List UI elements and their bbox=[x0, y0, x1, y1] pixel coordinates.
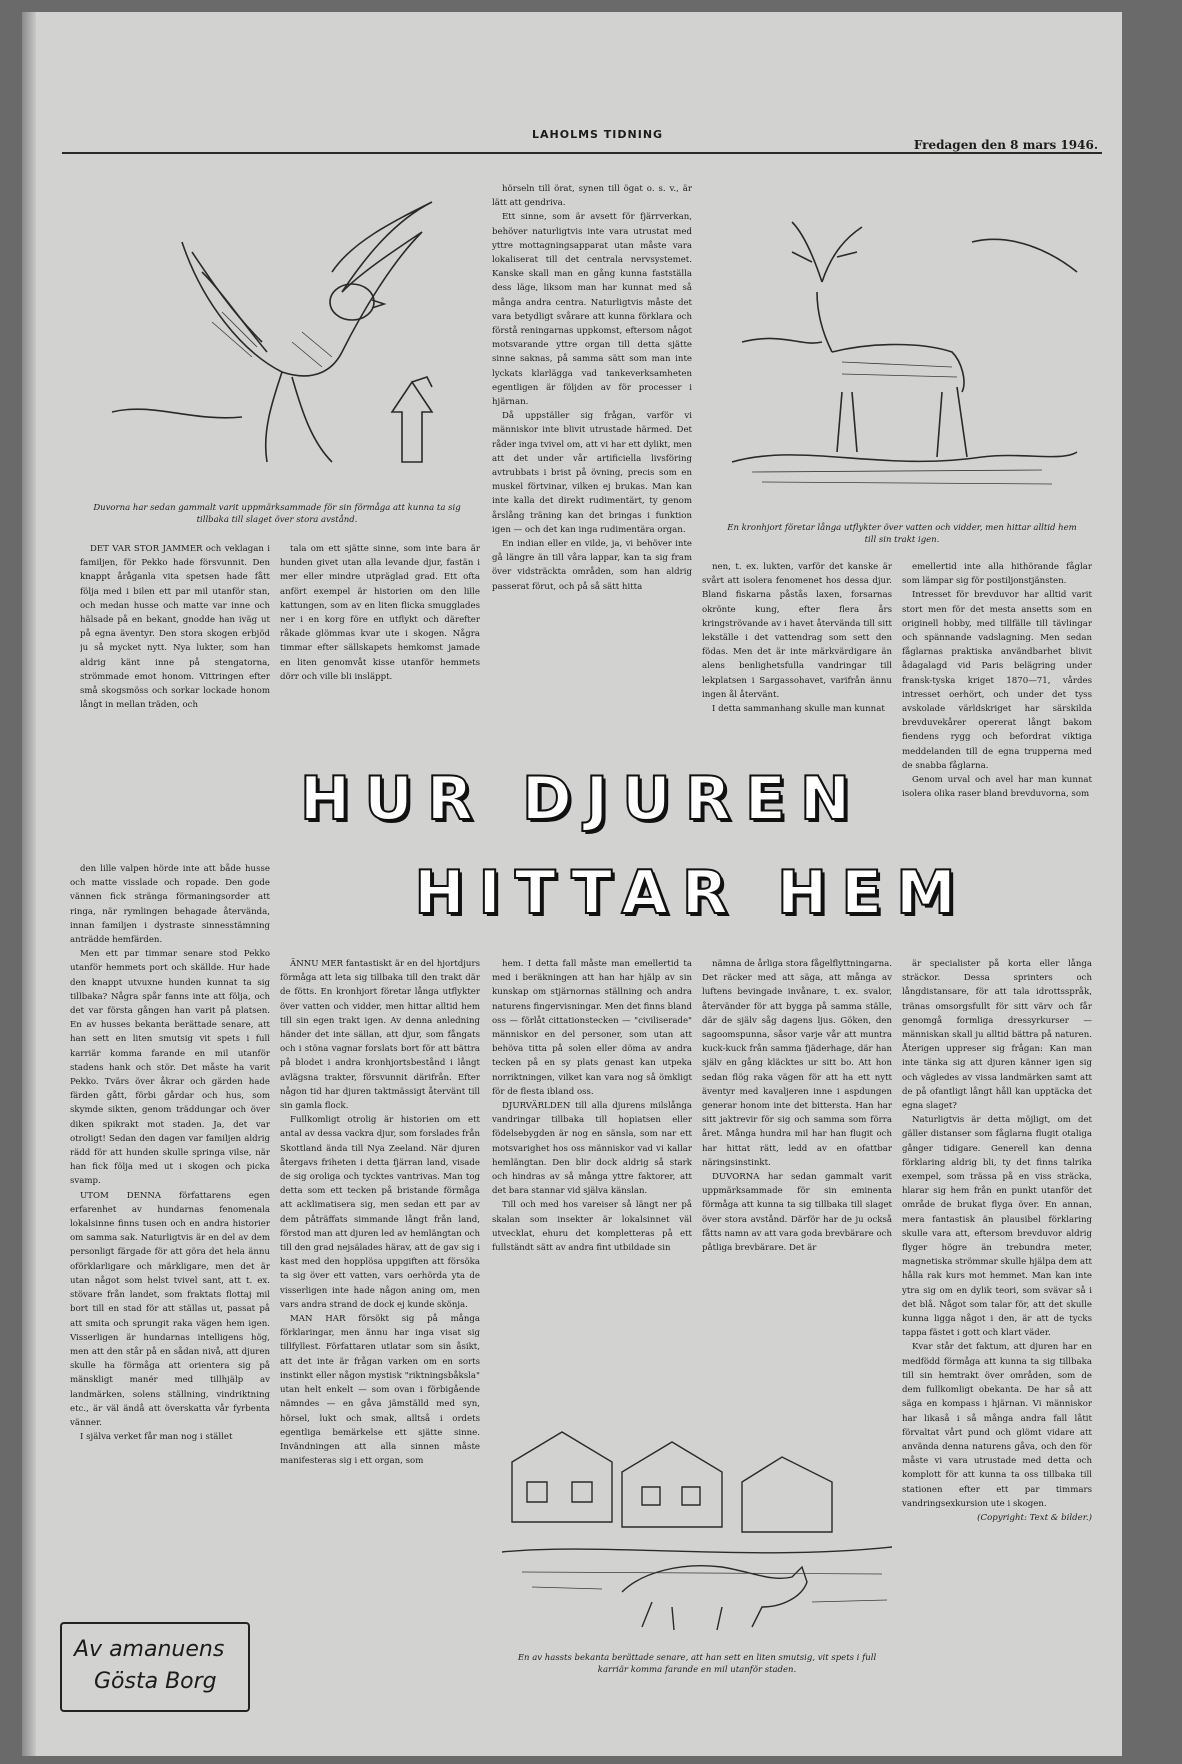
paragraph: nämna de årliga stora fågelflyttningarna. Det räcker med att säga, att många av luftens bevingade invånare, t. ex. svalor, återvänder för att bygga på samma ställe, där de själv såg dagens ljus. Göken, den sagoomspunna, såsor varje vår att muntra kuck-kuck från samma fjäderhage, där han själv en gång kläcktes ur sitt bo. Att hon sedan flög raka vägen för att ha ett nytt äventyr med kavaljeren inne i aspdungen generar honom inte det bittersta. Han har sitt jaktrevir för sig och samma som förra året. Många hundra mil har han flugit och har hittat rätt, ledd av en ofattbar näringsinstinkt. bbox=[702, 959, 892, 1168]
paragraph: hörseln till örat, synen till ögat o. s. v., är lätt att gendriva. bbox=[492, 184, 692, 209]
paragraph: Genom urval och avel har man kunnat isolera olika raser bland brevduvorna, som bbox=[902, 775, 1092, 800]
byline-box bbox=[60, 1622, 250, 1712]
paragraph: En indian eller en vilde, ja, vi behöver inte gå längre än till våra lappar, kan ta sig fram över vidsträckta områden, som han aldrig passerat förut, och på så sätt hitta bbox=[492, 539, 692, 592]
dog-illustration bbox=[502, 1402, 892, 1642]
paragraph: DJURVÄRLDEN till alla djurens milslånga vandringar tillbaka till hopiatsen eller födelsebygden är nog en sänsla, som nar ett motsvarighet hos oss människor vad vi kallar hemlängtan. Den blir dock aldrig så stark och hindras av så många yttre faktorer, att det bara stannar vid själva känslan. bbox=[492, 1101, 692, 1197]
masthead bbox=[62, 120, 1102, 154]
dove-illustration bbox=[92, 182, 472, 482]
article-column-lower-2 bbox=[280, 957, 480, 1737]
page-spine-shadow bbox=[22, 12, 36, 1756]
dove-drawing bbox=[92, 182, 472, 482]
paragraph: Till och med hos vareiser så längt ner på skalan som insekter är lokalsinnet väl utvecklat, ehuru det kompletteras på ett fullständt sätt av andra fint utbildade sin bbox=[492, 1200, 692, 1254]
copyright-note: (Copyright: Text & bilder.) bbox=[977, 1512, 1092, 1523]
paragraph: UTOM DENNA författarens egen erfarenhet av hundarnas fenomenala lokalsinne finns tusen och en andra historier om samma sak. Naturligtvis är en del av dem personligt färgade för att göra det hela ännu oförklarligare och märkligare, men det är utan något som helst tvivel sant, att t. ex. stövare från landet, som fraktats flottaj mil bort till en stad för att ställas ut, passat på att smita och sprungit raka vägen hem igen. Visserligen är hundarnas intelligens hög, men att den står på en sådan nivå, att djuren skulle ha förmåga att orientera sig på mänskligt manér med tillhjälp av landmärken, solens ställning, vindriktning etc., är väl ändå att överskatta vår fyrbenta vänner. bbox=[70, 1190, 270, 1428]
paper-name: LAHOLMS TIDNING bbox=[532, 128, 664, 141]
paragraph: Intresset för brevduvor har alltid varit stort men för det mesta ansetts som en originell hobby, med tillfälle till tävlingar och spännande vadslagning. Men sedan fåglarnas praktiska användbarhet blivit ådagalagd vid Paris belägring under fransk-tyska kriget 1870—71, vårdes intresset oerhört, och under det tyss avskolade världskriget har särskilda brevduvekårer opererat långt bakom fiendens rygg och befordrat viktiga meddelanden till de egna trupperna med de snabba fåglarna. bbox=[902, 590, 1092, 771]
paragraph: Men ett par timmar senare stod Pekko utanför hemmets port och skällde. Hur hade den knappt utvuxne hunden kunnat ta sig tillbaka? Några spår fanns inte att följa, och det var första gången han varit på platsen. En av husses bekanta berättade senare, att han sett en liten smutsig vit spets i full karriär komma farande en mil utanför stadens hank och stör. Det måste ha varit Pekko. Tvärs över åkrar och gärden hade färden gått, förbi gårdar och hus, som skymde sikten, genom träddungar och över diken spikrakt mot staden. Ja, det var otroligt! Sedan den dagen var familjen aldrig rädd för att hunden skulle springa vilse, när han fick följa med ut i skogen och picka svamp. bbox=[70, 949, 270, 1187]
paragraph: Då uppställer sig frågan, varför vi människor inte blivit utrustade härmed. Det råder inga tvivel om, att vi har ett dylikt, men att det under vår artificiella livsföring avtrubbats i brist på övning, precis som en muskel förtvinar, vilken ej brukas. Man kan inte kalla det direkt rudimentärt, ty genom årslång träning kan det bringas i funktion igen — och det kan inga rudimentära organ. bbox=[492, 411, 692, 535]
paragraph: nen, t. ex. lukten, varför det kanske är svårt att isolera fenomenet hos dessa djur. Bland fiskarna påstås laxen, forsarnas okrönte kung, efter flera års kringströvande av i havet återvända till sitt lekställe i det vattendrag som sett den födas. Men det är inte märkvärdigare än alens benlighetsfulla vandringar till lekplatsen i Sargassohavet, varifrån ännu ingen ål återvänt. bbox=[702, 562, 892, 700]
headline-line-2: HITTAR HEM bbox=[414, 858, 970, 928]
paragraph: DUVORNA har sedan gammalt varit uppmärksammade för sin eminenta förmåga att kunna ta sig tillbaka till slaget över stora avstånd. Därför har de ju också fåtts namn av att vara goda brevbärare och påtliga brevbärare. Det är bbox=[702, 1172, 892, 1254]
paragraph: Fullkomligt otrolig är historien om ett antal av dessa vackra djur, som forslades från Skottland ända till Nya Zeeland. När djuren återgavs friheten i detta fjärran land, visade de sig oroliga och tycktes vantrivas. Man tog detta som ett tecken på bristande förmåga att acklimatisera sig, men sedan ett par av dem påträffats simmande långt från land, förstod man att djuren led av hemlängtan och till den grad nejsälades härav, att de gav sig i kast med den hopplösa uppgiften att försöka ta sig över ett vatten, vars oerhörda yta de visserligen inte hade någon aning om, men vars andra strand de dock ej kunde skönja. bbox=[280, 1115, 480, 1310]
paragraph: tala om ett sjätte sinne, som inte bara är hunden givet utan alla levande djur, fastän i mer eller mindre utpräglad grad. Ett ofta anfört exempel är historien om den lille kattungen, som av en liten flicka smugglades ner i en korg före en utflykt och därefter råkade glömmas kvar ute i skogen. Några timmar efter sällskapets hemkomst jamade en liten genomvåt kisse utanför hemmets dörr och ville bli insläppt. bbox=[280, 544, 480, 682]
article-column-lower-4 bbox=[702, 957, 892, 1377]
dog-caption: En av hassts bekanta berättade senare, att han sett en liten smutsig, vit spets i full karriär komma farande en mil utanför staden. bbox=[517, 1653, 877, 1675]
paragraph: den lille valpen hörde inte att både husse och matte visslade och ropade. Den gode vännen fick stränga förmaningsorder att ringa, när rymlingen behagade återvända, innan familjen i dystraste sinnesstämning anträdde hemfärden. bbox=[70, 864, 270, 946]
paragraph: hem. I detta fall måste man emellertid ta med i beräkningen att han har hjälp av sin kunskap om stjärnornas ställning och andra naturens fingervisningar. Men det finns bland oss — förlåt cittationstecken — "civiliserade" människor en del personer, som utan att behöva titta på solen eller döma av andra tecken på en sy plats genast kan utpeka norriktningen, vilket kan vara nog så ömkligt för de flesta ibland oss. bbox=[492, 959, 692, 1097]
article-column-lower-1 bbox=[70, 862, 270, 1612]
deer-illustration bbox=[722, 202, 1082, 512]
article-column-upper-left bbox=[80, 542, 270, 752]
paragraph: I själva verket får man nog i stället bbox=[80, 1432, 233, 1443]
byline-line-1: Av amanuens bbox=[74, 1637, 225, 1662]
paragraph: I detta sammanhang skulle man kunnat bbox=[712, 704, 885, 715]
headline-line-1: HUR DJUREN bbox=[299, 764, 865, 834]
newspaper-page bbox=[22, 12, 1122, 1756]
article-column-lower-5 bbox=[902, 957, 1092, 1657]
deer-caption: En kronhjort företar långa utflykter över vatten och vidder, men hittar alltid hem till sin trakt igen. bbox=[727, 523, 1077, 545]
article-column-upper-right bbox=[702, 560, 892, 750]
paragraph: Ett sinne, som är avsett för fjärrverkan, behöver naturligtvis inte vara utrustat med yttre mottagningsapparat utan måste vara lokaliserat till det centrala nervsystemet. Kanske skall man en gång kunna fastställa dess läge, liksom man har kunnat med så många andra centra. Naturligtvis måste det vara betydligt svårare att kunna förklara och förstå reningarnas uppkomst, eftersom något motsvarande yttre organ till detta sjätte sinne saknas, på samma sätt som man inte lyckats klarlägga vad tankeverksamheten egentligen är följden av för processer i hjärnan. bbox=[492, 212, 692, 408]
dog-drawing bbox=[502, 1402, 892, 1642]
paragraph: ÄNNU MER fantastiskt är en del hjortdjurs förmåga att leta sig tillbaka till den trakt där de fötts. En kronhjort företar långa utflykter över vatten och vidder, men hittar alltid hem till sin egen trakt igen. Av denna anledning händer det inte sällan, att djur, som fångats och i stöna vagnar forslats bort för att bättra på blodet i andra kronhjortsbestånd i långt avlägsna trakter, försvunnit därifrån. Efter någon tid har djuren taktmässigt återvänt till sin gamla flock. bbox=[280, 959, 480, 1112]
paragraph: är specialister på korta eller långa sträckor. Dessa sprinters och långdistansare, för att tala idrottsspråk, tränas omsorgsfullt för sitt värv och får genomgå formliga dressyrkurser — människan skall ju alltid bättra på naturen. Återigen uppreser sig frågan: Kan man inte tänka sig att djuren känner igen sig och vägledes av vissa landmärken samt att de på ofantligt långt håll kan upptäcka det egna slaget? bbox=[902, 959, 1092, 1112]
article-column-upper-left-2 bbox=[280, 542, 480, 752]
paragraph: emellertid inte alla hithörande fåglar som lämpar sig för postiljonstjänsten. bbox=[902, 562, 1092, 587]
paragraph: DET VAR STOR JAMMER och veklagan i familjen, för Pekko hade försvunnit. Den knappt åråganla vita spetsen hade fått följa med i bilen ett par mil utanför stan, och medan husse och matte var inne och hälsade på en bekant, gnodde han iväg ut på egna äventyr. Den stora skogen erbjöd ju så mycket nytt. Nya lukter, som han aldrig känt inne på stengatorna, strömmade emot honom. Vittringen efter små skogsmöss och sorkar lockade honom långt in mellan träden, och bbox=[80, 544, 270, 711]
article-column-lower-3 bbox=[492, 957, 692, 1377]
byline-line-2: Gösta Borg bbox=[94, 1669, 217, 1694]
issue-date: Fredagen den 8 mars 1946. bbox=[913, 138, 1098, 152]
dove-caption: Duvorna har sedan gammalt varit uppmärksammade för sin förmåga att kunna ta sig tillbaka till slaget över stora avstånd. bbox=[93, 503, 461, 525]
article-column-top-center bbox=[492, 182, 692, 752]
paragraph: MAN HAR försökt sig på många förklaringar, men ännu har inga visat sig tillfyllest. Författaren utlatar som sin åsikt, att det inte är frågan varken om en sorts instinkt eller någon mystisk "riktningsbåksla" utan helt enkelt — som ovan i förbigående nämndes — en gåva jämställd med syn, hörsel, lukt och smak, alltså i ordets egentliga bemärkelse ett sjätte sinne. Invändningen att alla sinnen måste manifesteras sig i ett organ, som bbox=[280, 1314, 480, 1467]
paragraph: Naturligtvis är detta möjligt, om det gäller distanser som fåglarna flugit otaliga gånger tidigare. Generell kan denna förklaring aldrig bli, ty det finns talrika exempel, som trässa på en viss sträcka, hlarar sig hem från en punkt utanför det område de brukat flyga över. En annan, mera fantastisk än plausibel förklaring skulle vara att, eftersom brevduvor aldrig flyger högre än trebundra meter, magnetiska strömmar skulle hjälpa dem att hålla rak kurs mot hemmet. Man kan inte ytra sig om en dylik teori, som svävar så i det blå. Något som talar för, att det skulle kunna ligga något i den, är att de tycks tappa fästet i gott och klart väder. bbox=[902, 1115, 1092, 1339]
deer-drawing bbox=[722, 202, 1082, 512]
paragraph: Kvar står det faktum, att djuren har en medfödd förmåga att kunna ta sig tillbaka till sin hemtrakt över områden, som de dem fullkomligt obekanta. De har så att säga en kompass i hjärnan. Vi människor har likaså i så många andra fall låtit förvaltat vårt pund och glömt vidare att använda denna naturens gåva, och den för måste vi vara utrustade med detta och komplott för att kunna ta oss tillbaka till stationen efter ett par timmars vandringsexkursion ute i skogen. bbox=[902, 1342, 1092, 1509]
